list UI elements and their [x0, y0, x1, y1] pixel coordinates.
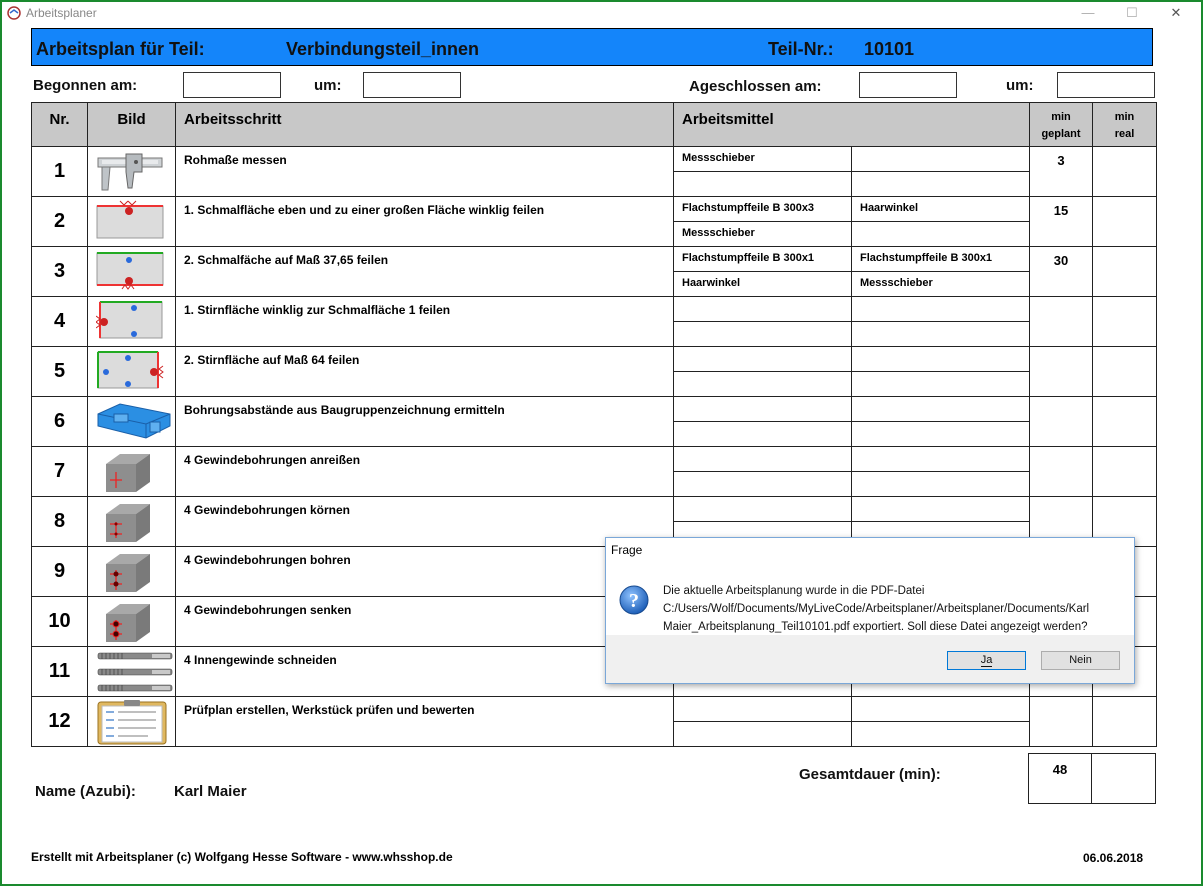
row-tool-4[interactable] [852, 372, 1030, 397]
row-real[interactable] [1093, 697, 1157, 747]
row-tool-4[interactable]: Messschieber [852, 272, 1030, 297]
workpiece-face-left-icon [96, 300, 164, 344]
row-step: 4 Gewindebohrungen körnen [176, 497, 674, 547]
table-row [32, 397, 1157, 422]
started-time-label: um: [314, 77, 342, 94]
row-planned[interactable] [1030, 297, 1093, 347]
row-step: 4 Gewindebohrungen senken [176, 597, 674, 647]
row-tool-3[interactable] [674, 322, 852, 347]
row-tool-3[interactable] [674, 372, 852, 397]
header-nr: Nr. [32, 103, 88, 147]
total-label: Gesamtdauer (min): [799, 766, 941, 783]
total-real [1091, 753, 1156, 804]
row-real[interactable] [1093, 297, 1157, 347]
row-tool-2[interactable] [852, 447, 1030, 472]
row-tool-3[interactable] [674, 172, 852, 197]
row-image [88, 397, 176, 447]
maximize-button[interactable]: ☐ [1126, 5, 1138, 20]
row-tool-2[interactable]: Haarwinkel [852, 197, 1030, 222]
row-planned[interactable]: 30 [1030, 247, 1093, 297]
row-step: 4 Gewindebohrungen bohren [176, 547, 674, 597]
row-real[interactable] [1093, 197, 1157, 247]
row-nr: 11 [32, 647, 88, 697]
row-nr: 12 [32, 697, 88, 747]
dialog-body [606, 562, 1134, 635]
finished-label: Ageschlossen am: [689, 78, 822, 95]
no-button[interactable]: Nein [1041, 651, 1120, 670]
question-dialog [605, 537, 1135, 684]
dialog-line-3: Maier_Arbeitsplanung_Teil10101.pdf exportiert. Soll diese Datei angezeigt werden? [663, 621, 1088, 633]
row-real[interactable] [1093, 347, 1157, 397]
table-row [32, 247, 1157, 272]
row-tool-4[interactable] [852, 222, 1030, 247]
checklist-icon [96, 700, 168, 750]
row-step: Rohmaße messen [176, 147, 674, 197]
table-row [32, 497, 1157, 522]
block-countersink-icon [96, 600, 164, 650]
trainee-label: Name (Azubi): [35, 783, 136, 800]
row-step: 2. Stirnfläche auf Maß 64 feilen [176, 347, 674, 397]
block-marking-icon [96, 450, 164, 500]
assembly-3d-icon [96, 400, 172, 446]
row-nr: 8 [32, 497, 88, 547]
dialog-line-2: C:/Users/Wolf/Documents/MyLiveCode/Arbeitsplaner/Arbeitsplaner/Documents/Karl [663, 603, 1090, 615]
title-bar [2, 2, 1201, 24]
total-value: 48 [1028, 753, 1092, 804]
dialog-message [663, 582, 1123, 636]
row-tool-1[interactable]: Messschieber [674, 147, 852, 172]
header-geplant-2: geplant [1041, 128, 1081, 140]
window-title: Arbeitsplaner [26, 6, 97, 20]
header-bild: Bild [88, 103, 176, 147]
row-nr: 6 [32, 397, 88, 447]
row-tool-1[interactable] [674, 497, 852, 522]
trainee-name: Karl Maier [174, 783, 247, 800]
finished-time-label: um: [1006, 77, 1034, 94]
row-image [88, 297, 176, 347]
row-nr: 7 [32, 447, 88, 497]
started-date-field[interactable] [183, 72, 281, 98]
row-real[interactable] [1093, 397, 1157, 447]
row-planned[interactable] [1030, 347, 1093, 397]
row-image [88, 697, 176, 747]
row-tool-3[interactable]: Haarwinkel [674, 272, 852, 297]
row-tool-1[interactable] [674, 397, 852, 422]
table-row [32, 447, 1157, 472]
table-row [32, 347, 1157, 372]
footer-date: 06.06.2018 [1083, 851, 1144, 865]
row-image [88, 197, 176, 247]
header-geplant-1: min [1051, 111, 1071, 123]
header-real [1093, 103, 1157, 147]
row-image [88, 647, 176, 697]
finished-date-field[interactable] [859, 72, 957, 98]
table-row [32, 297, 1157, 322]
row-nr: 1 [32, 147, 88, 197]
row-tool-2[interactable]: Flachstumpffeile B 300x1 [852, 247, 1030, 272]
row-tool-2[interactable] [852, 347, 1030, 372]
dialog-title: Frage [606, 538, 1134, 562]
row-tool-2[interactable] [852, 497, 1030, 522]
part-name: Verbindungsteil_innen [286, 39, 480, 59]
row-planned[interactable] [1030, 447, 1093, 497]
row-step: 4 Innengewinde schneiden [176, 647, 674, 697]
row-nr: 5 [32, 347, 88, 397]
row-tool-4[interactable] [852, 322, 1030, 347]
row-step: Bohrungsabstände aus Baugruppenzeichnung ermitteln [176, 397, 674, 447]
row-step: 2. Schmalfäche auf Maß 37,65 feilen [176, 247, 674, 297]
row-planned[interactable] [1030, 397, 1093, 447]
row-tool-3[interactable]: Messschieber [674, 222, 852, 247]
minimize-button[interactable]: — [1081, 5, 1095, 20]
row-planned[interactable]: 15 [1030, 197, 1093, 247]
row-tool-2[interactable] [852, 147, 1030, 172]
plan-label: Arbeitsplan für Teil: [36, 39, 205, 59]
row-tool-1[interactable] [674, 347, 852, 372]
header-mittel: Arbeitsmittel [674, 103, 1030, 147]
table-row [32, 697, 1157, 722]
row-real[interactable] [1093, 447, 1157, 497]
table-row [32, 147, 1157, 172]
row-step: Prüfplan erstellen, Werkstück prüfen und bewerten [176, 697, 674, 747]
row-tool-1[interactable]: Flachstumpffeile B 300x3 [674, 197, 852, 222]
finished-time-field[interactable] [1057, 72, 1155, 98]
yes-button[interactable] [947, 651, 1026, 670]
block-punch-icon [96, 500, 164, 550]
app-icon [6, 5, 22, 21]
row-step: 1. Stirnfläche winklig zur Schmalfläche 1 feilen [176, 297, 674, 347]
started-time-field[interactable] [363, 72, 461, 98]
question-icon [618, 584, 650, 616]
row-tool-1[interactable]: Flachstumpffeile B 300x1 [674, 247, 852, 272]
row-tool-3[interactable] [674, 472, 852, 497]
close-button[interactable]: ✕ [1170, 5, 1182, 20]
row-step: 1. Schmalfläche eben und zu einer großen Fläche winklig feilen [176, 197, 674, 247]
started-label: Begonnen am: [33, 77, 138, 94]
header-real-1: min [1114, 111, 1135, 123]
row-image [88, 247, 176, 297]
row-tool-1[interactable] [674, 697, 852, 722]
row-nr: 9 [32, 547, 88, 597]
row-image [88, 597, 176, 647]
row-nr: 2 [32, 197, 88, 247]
row-tool-2[interactable] [852, 697, 1030, 722]
header-real-2: real [1114, 128, 1135, 140]
block-drill-icon [96, 550, 164, 600]
row-planned[interactable]: 3 [1030, 147, 1093, 197]
table-row [32, 197, 1157, 222]
workpiece-narrow-bottom-icon [96, 250, 164, 294]
row-image [88, 147, 176, 197]
row-nr: 3 [32, 247, 88, 297]
workpiece-face-right-icon [96, 350, 164, 394]
row-nr: 4 [32, 297, 88, 347]
row-image [88, 547, 176, 597]
row-image [88, 447, 176, 497]
row-real[interactable] [1093, 247, 1157, 297]
workpiece-narrow-top-icon [96, 200, 164, 244]
row-step: 4 Gewindebohrungen anreißen [176, 447, 674, 497]
row-tool-1[interactable] [674, 447, 852, 472]
row-tool-2[interactable] [852, 397, 1030, 422]
part-no-label: Teil-Nr.: [768, 39, 834, 59]
svg-text:?: ? [629, 590, 639, 612]
row-nr: 10 [32, 597, 88, 647]
row-image [88, 497, 176, 547]
part-no: 10101 [864, 39, 915, 59]
dialog-line-1: Die aktuelle Arbeitsplanung wurde in die PDF-Datei [663, 585, 925, 597]
caliper-icon [96, 150, 164, 198]
header-geplant [1030, 103, 1093, 147]
row-tool-4[interactable] [852, 472, 1030, 497]
row-planned[interactable] [1030, 697, 1093, 747]
row-tool-1[interactable] [674, 297, 852, 322]
taps-icon [96, 650, 176, 698]
row-tool-4[interactable] [852, 722, 1030, 747]
footer-credit: Erstellt mit Arbeitsplaner (c) Wolfgang Hesse Software - www.whsshop.de [31, 850, 453, 864]
row-real[interactable] [1093, 147, 1157, 197]
plan-banner [31, 28, 1153, 66]
header-schritt: Arbeitsschritt [176, 103, 674, 147]
row-tool-3[interactable] [674, 422, 852, 447]
row-tool-4[interactable] [852, 172, 1030, 197]
row-tool-3[interactable] [674, 722, 852, 747]
row-tool-4[interactable] [852, 422, 1030, 447]
yes-label: Ja [980, 654, 993, 666]
row-tool-2[interactable] [852, 297, 1030, 322]
row-image [88, 347, 176, 397]
